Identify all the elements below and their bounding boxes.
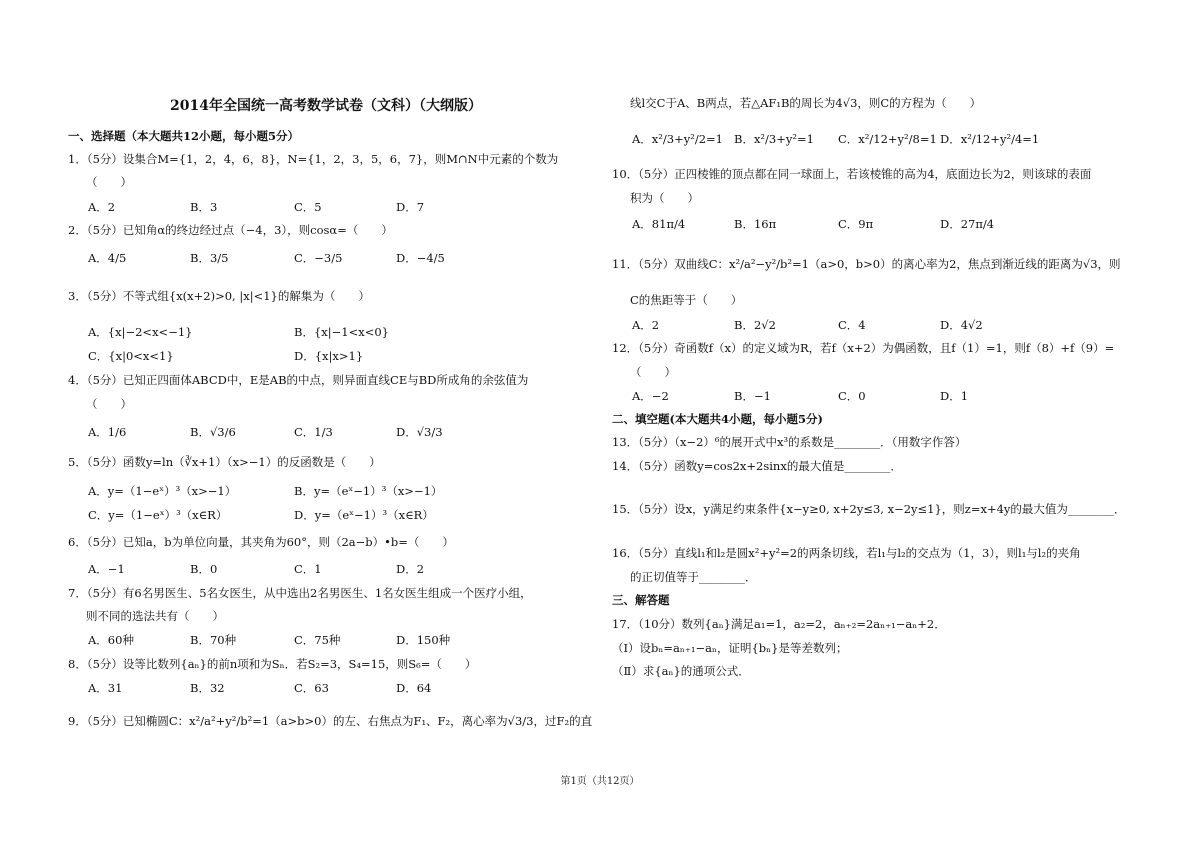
answer-option: D．27π/4: [940, 217, 995, 231]
question-line: C的焦距等于（ ）: [630, 293, 743, 307]
answer-option: C．−3/5: [294, 251, 343, 265]
answer-option: D．−4/5: [396, 251, 445, 265]
question-line: 则不同的选法共有（ ）: [86, 609, 224, 623]
question-line: 15．（5分）设x，y满足约束条件{x−y≥0, x+2y≤3, x−2y≤1}，则z=x+4y的最大值为________．: [612, 502, 1126, 516]
question-line: 4．（5分）已知正四面体ABCD中，E是AB的中点，则异面直线CE与BD所成角的余弦值为: [68, 373, 529, 387]
answer-option: B．√3/6: [190, 425, 236, 439]
question-line: （ ）: [86, 175, 132, 189]
section-heading: 二、填空题(本大题共4小题，每小题5分): [612, 412, 823, 426]
answer-option: B．3/5: [190, 251, 229, 265]
answer-option: A．{x|−2<x<−1}: [88, 325, 193, 339]
answer-option: C．9π: [838, 217, 874, 231]
answer-option: C．x²/12+y²/8=1: [838, 132, 937, 146]
answer-option: A．4/5: [88, 251, 127, 265]
answer-option: D．√3/3: [396, 425, 443, 439]
question-line: 16．（5分）直线l₁和l₂是圆x²+y²=2的两条切线，若l₁与l₂的交点为（1，3），则l₁与l₂的夹角: [612, 546, 1081, 560]
answer-option: D．1: [940, 389, 969, 403]
answer-option: A．1/6: [88, 425, 127, 439]
question-line: 14．（5分）函数y=cos2x+2sinx的最大值是________．: [612, 459, 902, 473]
answer-option: B．−1: [734, 389, 771, 403]
section-heading: 三、解答题: [612, 593, 670, 607]
answer-option: B．2√2: [734, 318, 776, 332]
question-line: 3．（5分）不等式组{x(x+2)>0, |x|<1}的解集为（ ）: [68, 289, 370, 303]
question-line: 11．（5分）双曲线C：x²/a²−y²/b²=1（a>0，b>0）的离心率为2，焦点到渐近线的距离为√3，则: [612, 257, 1121, 271]
answer-option: A．31: [88, 681, 123, 695]
question-line: （Ⅱ）求{aₙ}的通项公式．: [612, 664, 750, 678]
answer-option: B．32: [190, 681, 225, 695]
question-line: （ ）: [86, 397, 132, 411]
section-heading-choice: 一、选择题（本大题共12小题，每小题5分）: [68, 129, 300, 143]
answer-option: B．16π: [734, 217, 777, 231]
answer-option: D．x²/12+y²/4=1: [940, 132, 1040, 146]
answer-option: C．1/3: [294, 425, 333, 439]
answer-option: C．75种: [294, 633, 341, 647]
question-line: 的正切值等于________．: [630, 570, 757, 584]
answer-option: C．y=（1−eˣ）³（x∈R）: [88, 508, 228, 522]
question-line: 5．（5分）函数y=ln（∛x+1）（x>−1）的反函数是（ ）: [68, 455, 381, 469]
question-line: 2．（5分）已知角α的终边经过点（−4，3），则cosα=（ ）: [68, 223, 393, 237]
answer-option: C．5: [294, 200, 322, 214]
answer-option: D．y=（eˣ−1）³（x∈R）: [294, 508, 434, 522]
question-line: 17．（10分）数列{aₙ}满足a₁=1，a₂=2，aₙ₊₂=2aₙ₊₁−aₙ+2．: [612, 617, 946, 631]
answer-option: B．70种: [190, 633, 237, 647]
question-line: 7．（5分）有6名男医生、5名女医生，从中选出2名男医生、1名女医生组成一个医疗小组，: [68, 586, 532, 600]
question-line: 9．（5分）已知椭圆C：x²/a²+y²/b²=1（a>b>0）的左、右焦点为F₁、F₂，离心率为√3/3，过F₂的直: [68, 714, 593, 728]
question-line: 1．（5分）设集合M={1，2，4，6，8}，N={1，2，3，5，6，7}，则M∩N中元素的个数为: [68, 152, 559, 166]
answer-option: D．{x|x>1}: [294, 349, 364, 363]
question-line: 积为（ ）: [630, 191, 699, 205]
answer-option: D．2: [396, 562, 425, 576]
page-footer: 第1页（共12页）: [560, 776, 640, 787]
answer-option: B．0: [190, 562, 218, 576]
question-line: 8．（5分）设等比数列{aₙ}的前n项和为Sₙ．若S₂=3，S₄=15，则S₆=（ ）: [68, 657, 477, 671]
answer-option: A．2: [632, 318, 660, 332]
answer-option: A．y=（1−eˣ）³（x>−1）: [88, 484, 237, 498]
answer-option: B．x²/3+y²=1: [734, 132, 814, 146]
question-line: 6．（5分）已知a，b为单位向量，其夹角为60°，则（2a−b）•b=（ ）: [68, 535, 454, 549]
question-line: 12．（5分）奇函数f（x）的定义域为R，若f（x+2）为偶函数，且f（1）=1，则f（8）+f（9）=: [612, 341, 1115, 355]
answer-option: C．4: [838, 318, 866, 332]
answer-option: D．4√2: [940, 318, 983, 332]
answer-option: A．x²/3+y²/2=1: [632, 132, 723, 146]
right-column: [612, 0, 1132, 848]
page-title: 2014年全国统一高考数学试卷（文科）（大纲版）: [170, 98, 482, 114]
question-line: （ ）: [630, 365, 676, 379]
answer-option: A．60种: [88, 633, 134, 647]
answer-option: A．−1: [88, 562, 125, 576]
answer-option: D．150种: [396, 633, 451, 647]
answer-option: B．y=（eˣ−1）³（x>−1）: [294, 484, 443, 498]
question-line: 10．（5分）正四棱锥的顶点都在同一球面上，若该棱锥的高为4，底面边长为2，则该球的表面: [612, 167, 1092, 181]
answer-option: C．0: [838, 389, 866, 403]
answer-option: A．−2: [632, 389, 669, 403]
left-column: [68, 0, 593, 848]
answer-option: B．{x|−1<x<0}: [294, 325, 389, 339]
question-line: 线l交C于A、B两点，若△AF₁B的周长为4√3，则C的方程为（ ）: [630, 96, 982, 110]
answer-option: D．64: [396, 681, 432, 695]
answer-option: B．3: [190, 200, 218, 214]
answer-option: C．{x|0<x<1}: [88, 349, 174, 363]
answer-option: D．7: [396, 200, 425, 214]
answer-option: C．1: [294, 562, 322, 576]
answer-option: A．2: [88, 200, 116, 214]
question-line: （Ⅰ）设bₙ=aₙ₊₁−aₙ，证明{bₙ}是等差数列；: [612, 641, 848, 655]
answer-option: A．81π/4: [632, 217, 686, 231]
question-line: 13．（5分）（x−2）⁶的展开式中x³的系数是________．（用数字作答）: [612, 435, 967, 449]
answer-option: C．63: [294, 681, 329, 695]
